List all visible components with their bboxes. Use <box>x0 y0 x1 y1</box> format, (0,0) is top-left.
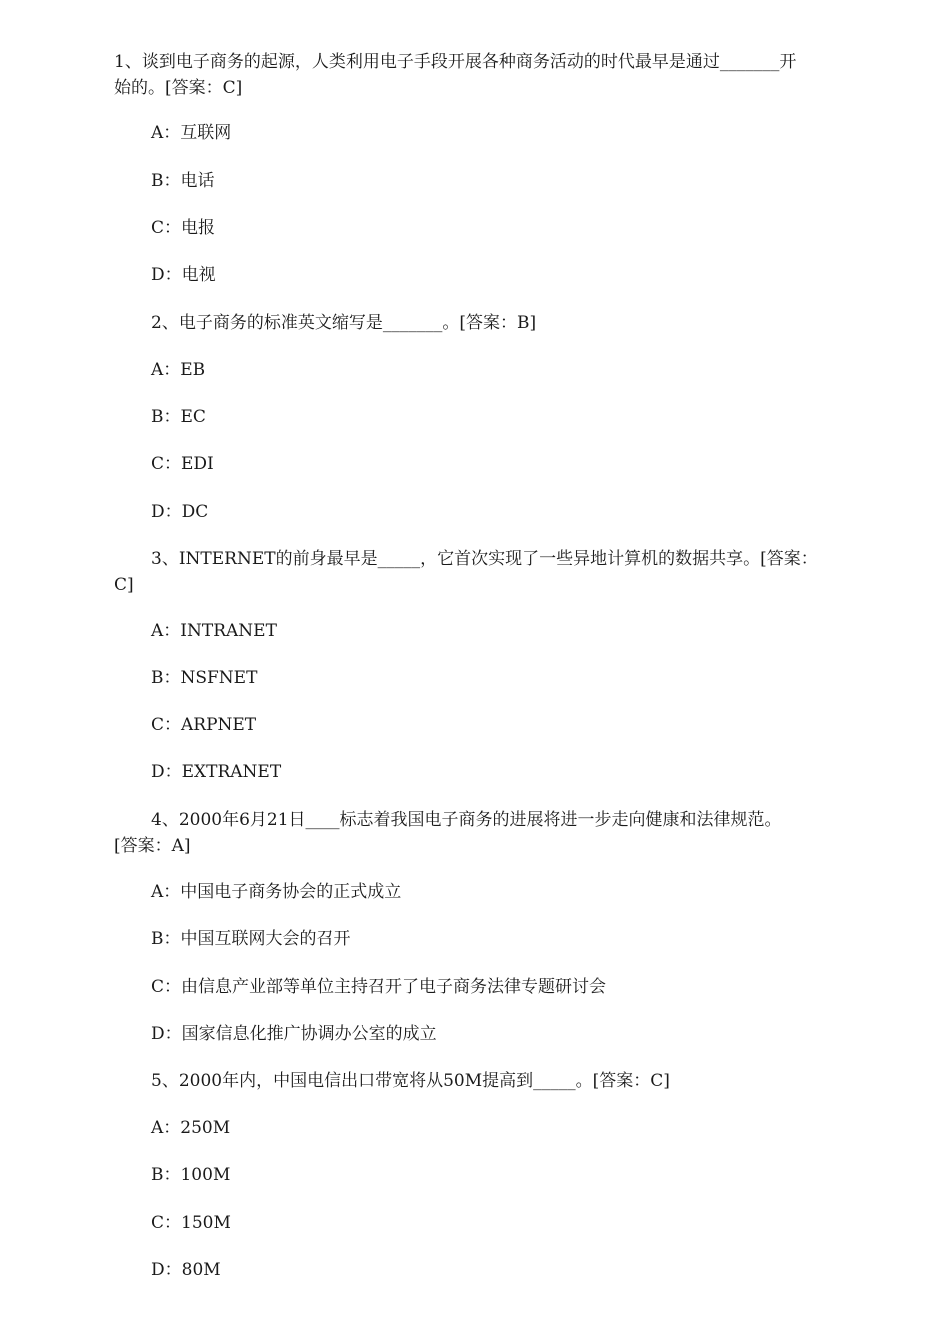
question-2-option-a: A：EB <box>151 360 206 380</box>
question-4-option-c: C：由信息产业部等单位主持召开了电子商务法律专题研讨会 <box>151 977 607 997</box>
question-1-text-line-2: 始的。[答案：C] <box>114 78 243 98</box>
question-2-option-b: B：EC <box>151 407 206 427</box>
question-3-option-d: D：EXTRANET <box>151 762 282 782</box>
question-1-option-b: B：电话 <box>151 171 215 191</box>
question-5-option-a: A：250M <box>151 1118 231 1138</box>
question-1-text-line-1: 1、谈到电子商务的起源，人类利用电子手段开展各种商务活动的时代最早是通过_______开 <box>114 52 797 72</box>
question-4-text-line-1: 4、2000年6月21日____标志着我国电子商务的进展将进一步走向健康和法律规范。 <box>151 810 782 830</box>
question-1-option-c: C：电报 <box>151 218 216 238</box>
question-1-option-a: A：互联网 <box>151 123 232 143</box>
question-2-option-d: D：DC <box>151 502 209 522</box>
question-1-option-d: D：电视 <box>151 265 216 285</box>
question-3-option-a: A：INTRANET <box>151 621 277 641</box>
question-4-option-b: B：中国互联网大会的召开 <box>151 929 351 949</box>
question-2-option-c: C：EDI <box>151 454 214 474</box>
question-4-text-line-2: [答案：A] <box>114 836 191 856</box>
question-5-option-b: B：100M <box>151 1165 231 1185</box>
question-3-option-b: B：NSFNET <box>151 668 258 688</box>
question-3-text-line-1: 3、INTERNET的前身最早是_____，它首次实现了一些异地计算机的数据共享。[答案： <box>151 549 818 569</box>
question-3-option-c: C：ARPNET <box>151 715 257 735</box>
question-4-option-a: A：中国电子商务协会的正式成立 <box>151 882 402 902</box>
question-2-text-line-1: 2、电子商务的标准英文缩写是_______。[答案：B] <box>151 313 537 333</box>
question-5-text-line-1: 5、2000年内，中国电信出口带宽将从50M提高到_____。[答案：C] <box>151 1071 670 1091</box>
question-4-option-d: D：国家信息化推广协调办公室的成立 <box>151 1024 437 1044</box>
question-5-option-d: D：80M <box>151 1260 221 1280</box>
question-5-option-c: C：150M <box>151 1213 231 1233</box>
question-3-text-line-2: C] <box>114 575 134 595</box>
